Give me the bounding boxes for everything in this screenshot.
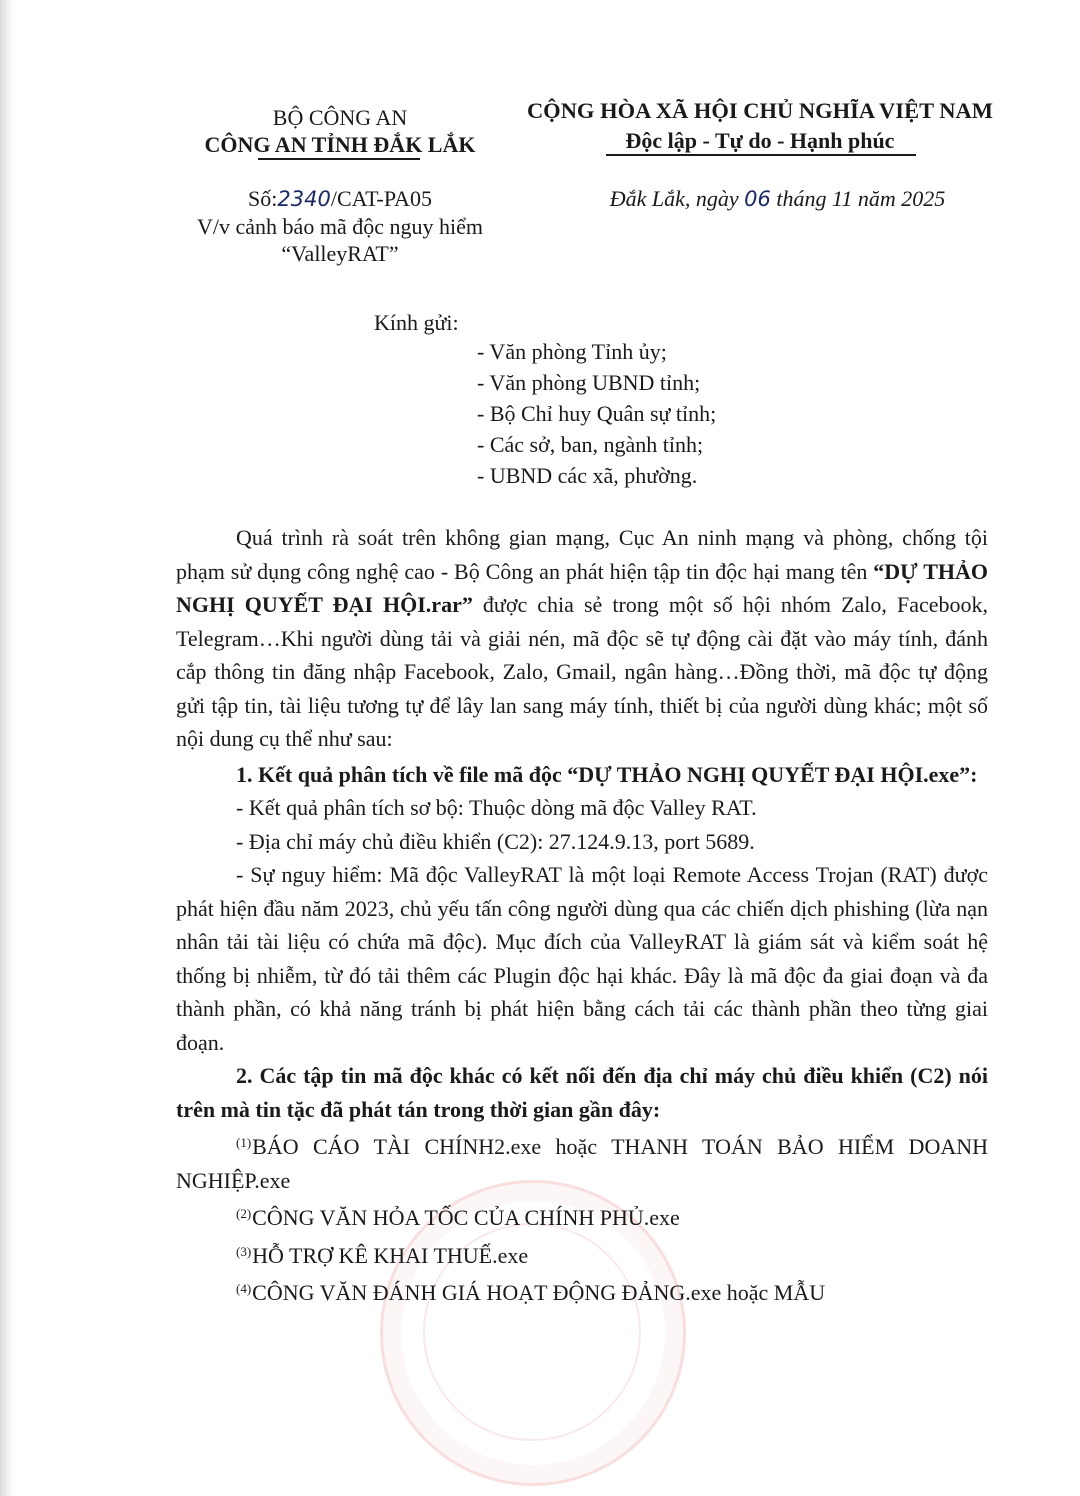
national-motto: Độc lập - Tự do - Hạnh phúc	[625, 128, 895, 153]
malware-file-item: $^{(1)}$BÁO CÁO TÀI CHÍNH2.exe hoặc THANH TOÁN BẢO HIỂM DOANH NGHIỆP.exe	[176, 1134, 988, 1193]
intro-after: được chia sẻ trong một số hội nhóm Zalo, Facebook, Telegram…Khi người dùng tải và giải nén, mã độc sẽ tự động cài đặt vào máy tính, đánh cắp thông tin đăng nhập Facebook, Zalo, Gmail, ngân hàng…Đồng thời, mã độc tự động gửi tập tin, tài liệu tương tự để lây lan sang máy tính, thiết bị của người dùng khác; một số nội dung cụ thể như sau:	[176, 592, 988, 751]
motto-underline	[606, 154, 916, 156]
document-body	[176, 521, 988, 1310]
number-prefix: Số:	[248, 186, 278, 211]
malware-filename: “DỰ THẢO NGHỊ QUYẾT ĐẠI HỘI.rar”	[176, 558, 988, 617]
agency-underline	[258, 158, 420, 160]
malware-file-item: $^{(3)}$HỖ TRỢ KÊ KHAI THUẾ.exe	[236, 1242, 529, 1268]
date-place: Đắk Lắk, ngày	[609, 186, 739, 211]
intro-before: Quá trình rà soát trên không gian mạng, Cục An ninh mạng và phòng, chống tội phạm sử dụng công nghệ cao - Bộ Công an phát hiện tập tin độc hại mang tên	[176, 525, 988, 584]
recipient-item: - Các sở, ban, ngành tỉnh;	[477, 432, 704, 457]
malware-file-item: $^{(4)}$CÔNG VĂN ĐÁNH GIÁ HOẠT ĐỘNG ĐẢNG.exe hoặc MẪU	[236, 1280, 826, 1305]
scan-edge-shadow	[0, 0, 14, 1496]
recipient-item: - UBND các xã, phường.	[477, 463, 698, 488]
number-handwritten: 2340	[277, 187, 331, 211]
recipient-item: - Văn phòng Tỉnh ủy;	[477, 339, 667, 364]
date-rest: tháng 11 năm 2025	[776, 186, 946, 211]
danger-description: - Sự nguy hiểm: Mã độc ValleyRAT là một loại Remote Access Trojan (RAT) được phát hiện đầu năm 2023, chủ yếu tấn công người dùng qua các chiến dịch phishing (lừa nạn nhân tải tài liệu có chứa mã độc). Mục đích của ValleyRAT là giám sát và kiểm soát hệ thống bị nhiễm, từ đó tải thêm các Plugin độc hại khác. Đây là mã độc đa giai đoạn và đa thành phần, có khả năng tránh bị phát hiện bằng cách tải các thành phần theo từng giai đoạn.	[176, 862, 988, 1055]
analysis-result: - Kết quả phân tích sơ bộ: Thuộc dòng mã độc Valley RAT.	[236, 795, 757, 820]
document-number	[160, 184, 520, 214]
national-title: CỘNG HÒA XÃ HỘI CHỦ NGHĨA VIỆT NAM	[526, 98, 994, 123]
date-line	[505, 184, 1050, 214]
subject-line-2: “ValleyRAT”	[281, 241, 399, 266]
malware-file-item: $^{(2)}$CÔNG VĂN HỎA TỐC CỦA CHÍNH PHỦ.exe	[236, 1205, 680, 1230]
recipients-label: Kính gửi:	[374, 310, 459, 335]
recipient-list	[477, 337, 897, 492]
ministry-name: BỘ CÔNG AN	[272, 105, 408, 130]
intro-paragraph	[176, 521, 988, 756]
date-day-handwritten: 06	[744, 187, 771, 211]
subject-line-1: V/v cảnh báo mã độc nguy hiểm	[197, 214, 483, 239]
number-suffix: /CAT-PA05	[330, 186, 432, 211]
agency-name: CÔNG AN TỈNH ĐẮK LẮK	[204, 132, 476, 157]
section-2-heading: 2. Các tập tin mã độc khác có kết nối đến địa chỉ máy chủ điều khiển (C2) nói trên mà tin tặc đã phát tán trong thời gian gần đây:	[176, 1063, 988, 1122]
section-1-heading: 1. Kết quả phân tích về file mã độc “DỰ THẢO NGHỊ QUYẾT ĐẠI HỘI.exe”:	[236, 761, 978, 787]
recipient-item: - Văn phòng UBND tỉnh;	[477, 370, 701, 395]
c2-address: - Địa chỉ máy chủ điều khiển (C2): 27.124.9.13, port 5689.	[236, 828, 755, 854]
recipient-item: - Bộ Chỉ huy Quân sự tỉnh;	[477, 401, 717, 426]
